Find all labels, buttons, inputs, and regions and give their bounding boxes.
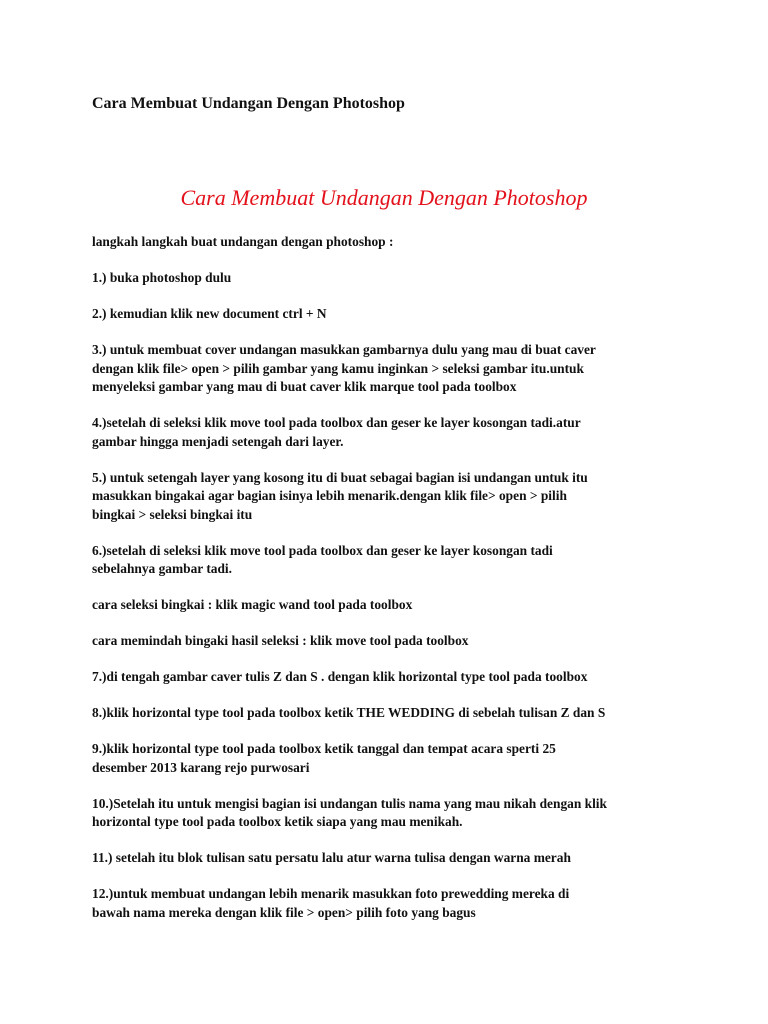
- step-paragraph: [92, 795, 692, 832]
- step-paragraph: [92, 849, 692, 868]
- step-paragraph: [92, 305, 692, 324]
- paragraph-line: cara memindah bingaki hasil seleksi : klik move tool pada toolbox: [92, 633, 469, 648]
- document-title: Cara Membuat Undangan Dengan Photoshop: [180, 185, 588, 210]
- paragraph-line: horizontal type tool pada toolbox ketik siapa yang mau menikah.: [92, 814, 463, 829]
- paragraph-line: bawah nama mereka dengan klik file > open> pilih foto yang bagus: [92, 904, 476, 920]
- paragraph-line: 8.)klik horizontal type tool pada toolbox ketik THE WEDDING di sebelah tulisan Z dan S: [92, 705, 606, 720]
- paragraph-line: 7.)di tengah gambar caver tulis Z dan S . dengan klik horizontal type tool pada toolbox: [92, 669, 588, 684]
- paragraph-line: 5.) untuk setengah layer yang kosong itu di buat sebagai bagian isi undangan untuk itu: [92, 469, 588, 485]
- paragraph-line: 2.) kemudian klik new document ctrl + N: [92, 306, 327, 321]
- paragraph-line: desember 2013 karang rejo purwosari: [92, 759, 310, 775]
- paragraph-line: bingkai > seleksi bingkai itu: [92, 506, 253, 522]
- paragraph-line: sebelahnya gambar tadi.: [92, 561, 232, 576]
- paragraph-line: 6.)setelah di seleksi klik move tool pada toolbox dan geser ke layer kosongan tadi: [92, 542, 553, 558]
- step-paragraph: [92, 885, 692, 922]
- step-paragraph: [92, 542, 692, 579]
- step-paragraph: [92, 269, 692, 288]
- document-header: Cara Membuat Undangan Dengan Photoshop: [92, 95, 405, 112]
- step-paragraph: [92, 632, 692, 651]
- paragraph-line: menyeleksi gambar yang mau di buat caver klik marque tool pada toolbox: [92, 379, 517, 394]
- paragraph-line: dengan klik file> open > pilih gambar yang kamu inginkan > seleksi gambar itu.untuk: [92, 360, 584, 376]
- paragraph-line: 3.) untuk membuat cover undangan masukkan gambarnya dulu yang mau di buat caver: [92, 342, 596, 357]
- paragraph-line: 10.)Setelah itu untuk mengisi bagian isi undangan tulis nama yang mau nikah dengan klik: [92, 795, 607, 811]
- paragraph-line: cara seleksi bingkai : klik magic wand tool pada toolbox: [92, 597, 413, 612]
- step-paragraph: [92, 414, 692, 451]
- step-paragraph: [92, 704, 692, 723]
- paragraph-line: 11.) setelah itu blok tulisan satu persatu lalu atur warna tulisa dengan warna merah: [92, 850, 571, 865]
- paragraph-line: masukkan bingakai agar bagian isinya lebih menarik.dengan klik file> open > pilih: [92, 488, 567, 503]
- paragraph-line: 12.)untuk membuat undangan lebih menarik masukkan foto prewedding mereka di: [92, 886, 570, 901]
- paragraph-line: 4.)setelah di seleksi klik move tool pada toolbox dan geser ke layer kosongan tadi.atur: [92, 415, 581, 430]
- paragraph-line: 1.) buka photoshop dulu: [92, 270, 232, 285]
- step-paragraph: [92, 469, 692, 525]
- step-paragraph: [92, 341, 692, 397]
- step-paragraph: [92, 596, 692, 615]
- step-paragraph: [92, 740, 692, 777]
- document-body: [92, 233, 692, 940]
- paragraph-line: gambar hingga menjadi setengah dari layer.: [92, 433, 344, 449]
- paragraph-line: langkah langkah buat undangan dengan photoshop :: [92, 234, 394, 249]
- step-paragraph: [92, 668, 692, 687]
- paragraph-line: 9.)klik horizontal type tool pada toolbox ketik tanggal dan tempat acara sperti 25: [92, 741, 556, 756]
- step-paragraph: [92, 233, 692, 252]
